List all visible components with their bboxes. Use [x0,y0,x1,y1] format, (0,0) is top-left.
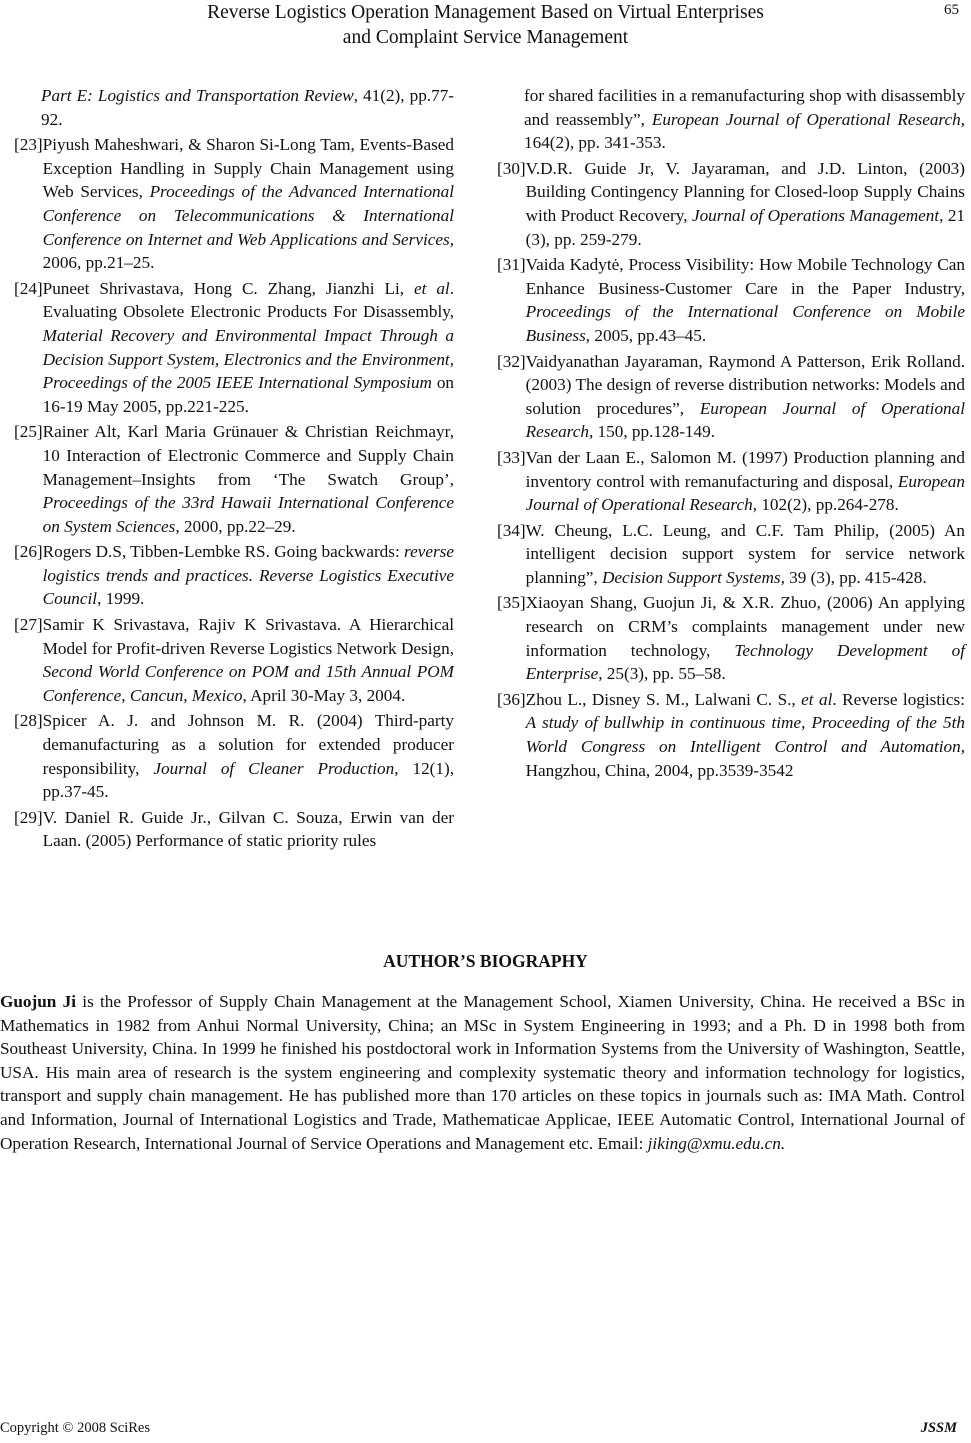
reference-number: [25] [14,422,43,442]
reference-number: [30] [497,158,526,178]
reference-number: [33] [497,447,526,467]
reference-item: for shared facilities in a remanufacturing shop with disassembly and reassembly”, European Journal of Operational Research, 164(2), pp. 341-353. [524,86,966,153]
reference-item-36: [36] Zhou L., Disney S. M., Lalwani C. S., et al. Reverse logistics: A study of bullwhip in continuous time, Proceeding of the 5th World Congress on Intelligent Control and Automation, Hangzhou, China, 2004, pp.3539-3542 [497,688,965,782]
copyright-footer: Copyright © 2008 SciRes [0,1420,150,1436]
reference-item-34: [34] W. Cheung, L.C. Leung, and C.F. Tam Philip, (2005) An intelligent decision support system for service network planning”, Decision Support Systems, 39 (3), pp. 415-428. [497,519,965,590]
reference-number: [36] [497,689,526,709]
reference-item-25: [25] Rainer Alt, Karl Maria Grünauer & Christian Reichmayr, 10 Interaction of Electronic Commerce and Supply Chain Management–Insights from ‘The Swatch Group’, Proceedings of the 33rd Hawaii International Conference on System Sciences, 2000, pp.22–29. [14,420,454,538]
biography-text: is the Professor of Supply Chain Management at the Management School, Xiamen University, China. He received a BSc in Mathematics in 1982 from Anhui Normal University, China; an MSc in System Engineering in 1993; and a Ph. D in 1998 both from Southeast University, China. In 1999 he finished his postdoctoral work in Information Systems from the University of Washington, Seattle, USA. His main area of research is the system engineering and complexity systematic theory and information technology for logistics, transport and supply chain management. He has published more than 170 articles on these topics in journals such as: IMA Math. Control and Information, Journal of International Logistics and Trade, Mathematicae Applicae, IEEE Automatic Control, International Journal of Operation Research, International Journal of Service Operations and Management etc. Email: [0,992,965,1153]
reference-number: [29] [14,807,43,827]
reference-item-23: [23] Piyush Maheshwari, & Sharon Si-Long Tam, Events-Based Exception Handling in Supply Chain Management using Web Services, Proceedings of the Advanced International Conference on Telecommunications & International Conference on Internet and Web Applications and Services, 2006, pp.21–25. [14,133,454,275]
author-email: jiking@xmu.edu.cn. [647,1133,786,1153]
references-left-column [14,84,454,855]
author-name: Guojun Ji [0,992,77,1011]
reference-number: [28] [14,711,43,731]
biography-paragraph [0,990,965,1155]
reference-item-33: [33] Van der Laan E., Salomon M. (1997) Production planning and inventory control with remanufacturing and disposal, European Journal of Operational Research, 102(2), pp.264-278. [497,446,965,517]
journal-abbreviation: JSSM [920,1420,957,1436]
reference-item-32: [32] Vaidyanathan Jayaraman, Raymond A Patterson, Erik Rolland. (2003) The design of reverse distribution networks: Models and solution procedures”, European Journal of Operational Research, 150, pp.128-149. [497,350,965,444]
reference-item: Part E: Logistics and Transportation Review, 41(2), pp.77-92. [41,86,455,129]
reference-number: [27] [14,615,43,635]
reference-number: [23] [14,135,43,155]
reference-item-28: [28] Spicer A. J. and Johnson M. R. (2004) Third-party demanufacturing as a solution for extended producer responsibility, Journal of Cleaner Production, 12(1), pp.37-45. [14,709,454,803]
running-header [0,0,971,50]
reference-item-24: [24] Puneet Shrivastava, Hong C. Zhang, Jianzhi Li, et al. Evaluating Obsolete Electronic Products For Disassembly, Material Recovery and Environmental Impact Through a Decision Support System, Electronics and the Environment, Proceedings of the 2005 IEEE International Symposium on 16-19 May 2005, pp.221-225. [14,277,454,419]
header-title-line2: and Complaint Service Management [342,27,629,48]
reference-item-31: [31] Vaida Kadytė, Process Visibility: How Mobile Technology Can Enhance Business-Customer Care in the Paper Industry, Proceedings of the International Conference on Mobile Business, 2005, pp.43–45. [497,253,965,347]
reference-number: [31] [497,255,526,275]
page-number: 65 [944,2,959,18]
reference-number: [24] [14,278,43,298]
reference-item-35: [35] Xiaoyan Shang, Guojun Ji, & X.R. Zhuo, (2006) An applying research on CRM’s complaints management under new information technology, Technology Development of Enterprise, 25(3), pp. 55–58. [497,591,965,685]
reference-number: [34] [497,520,526,540]
reference-item-26: [26] Rogers D.S, Tibben-Lembke RS. Going backwards: reverse logistics trends and practices. Reverse Logistics Executive Council, 1999. [14,540,454,611]
header-title-line1: Reverse Logistics Operation Management Based on Virtual Enterprises [207,2,764,23]
reference-item-30: [30] V.D.R. Guide Jr, V. Jayaraman, and J.D. Linton, (2003) Building Contingency Planning for Closed-loop Supply Chains with Product Recovery, Journal of Operations Management, 21 (3), pp. 259-279. [497,157,965,251]
reference-number: [26] [14,542,43,562]
biography-heading: AUTHOR’S BIOGRAPHY [383,951,588,971]
reference-number: [32] [497,351,526,371]
reference-item-29: [29] V. Daniel R. Guide Jr., Gilvan C. Souza, Erwin van der Laan. (2005) Performance of static priority rules [14,806,454,853]
reference-number: [35] [497,593,526,613]
references-right-column [497,84,965,784]
reference-item-27: [27] Samir K Srivastava, Rajiv K Srivastava. A Hierarchical Model for Profit-driven Reverse Logistics Network Design, Second World Conference on POM and 15th Annual POM Conference, Cancun, Mexico, April 30-May 3, 2004. [14,613,454,707]
